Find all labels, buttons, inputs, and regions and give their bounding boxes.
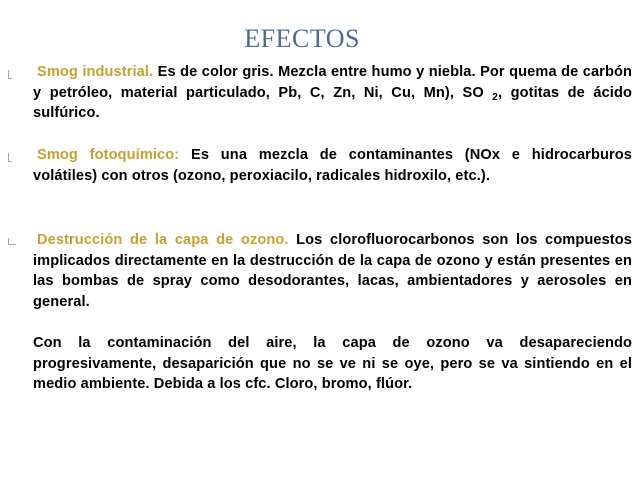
paragraph-smog-fotoquimico	[33, 145, 632, 186]
paragraph-smog-industrial	[33, 62, 632, 124]
paragraph-text: Es una mezcla de contaminantes (NOx e hidrocarburos volátiles) con otros (ozono, peroxiacilo, radicales hidroxilo, etc.).	[33, 147, 632, 184]
paragraph-text: Los clorofluorocarbonos son los compuestos implicados directamente en la destrucción de la capa de ozono y están presentes en las bombas de spray como desodorantes, lacas, ambientadores y aerosoles en general.	[33, 232, 632, 310]
slide-title: EFECTOS	[244, 24, 360, 53]
term-smog-fotoquimico: Smog fotoquímico:	[37, 147, 180, 163]
subscript: 2	[492, 91, 498, 103]
bullet-icon	[8, 153, 12, 162]
paragraph-contaminacion-aire	[33, 333, 632, 395]
term-destruccion-ozono: Destrucción de la capa de ozono.	[37, 232, 289, 248]
bullet-icon	[8, 70, 12, 79]
term-smog-industrial: Smog industrial.	[37, 64, 154, 80]
paragraph-text: Con la contaminación del aire, la capa de ozono va desapareciendo progresivamente, desaparición que no se ve ni se oye, pero se va sintiendo en el medio ambiente. Debida a los cfc. Cloro, bromo, flúor.	[33, 335, 632, 392]
bullet-icon	[8, 238, 16, 245]
paragraph-text-end: , gotitas de ácido sulfúrico.	[33, 84, 632, 121]
paragraph-text: Es de color gris. Mezcla entre humo y niebla. Por quema de carbón y petróleo, material particulado, Pb, C, Zn, Ni, Cu, Mn), SO	[33, 64, 632, 101]
paragraph-destruccion-ozono	[33, 230, 632, 312]
